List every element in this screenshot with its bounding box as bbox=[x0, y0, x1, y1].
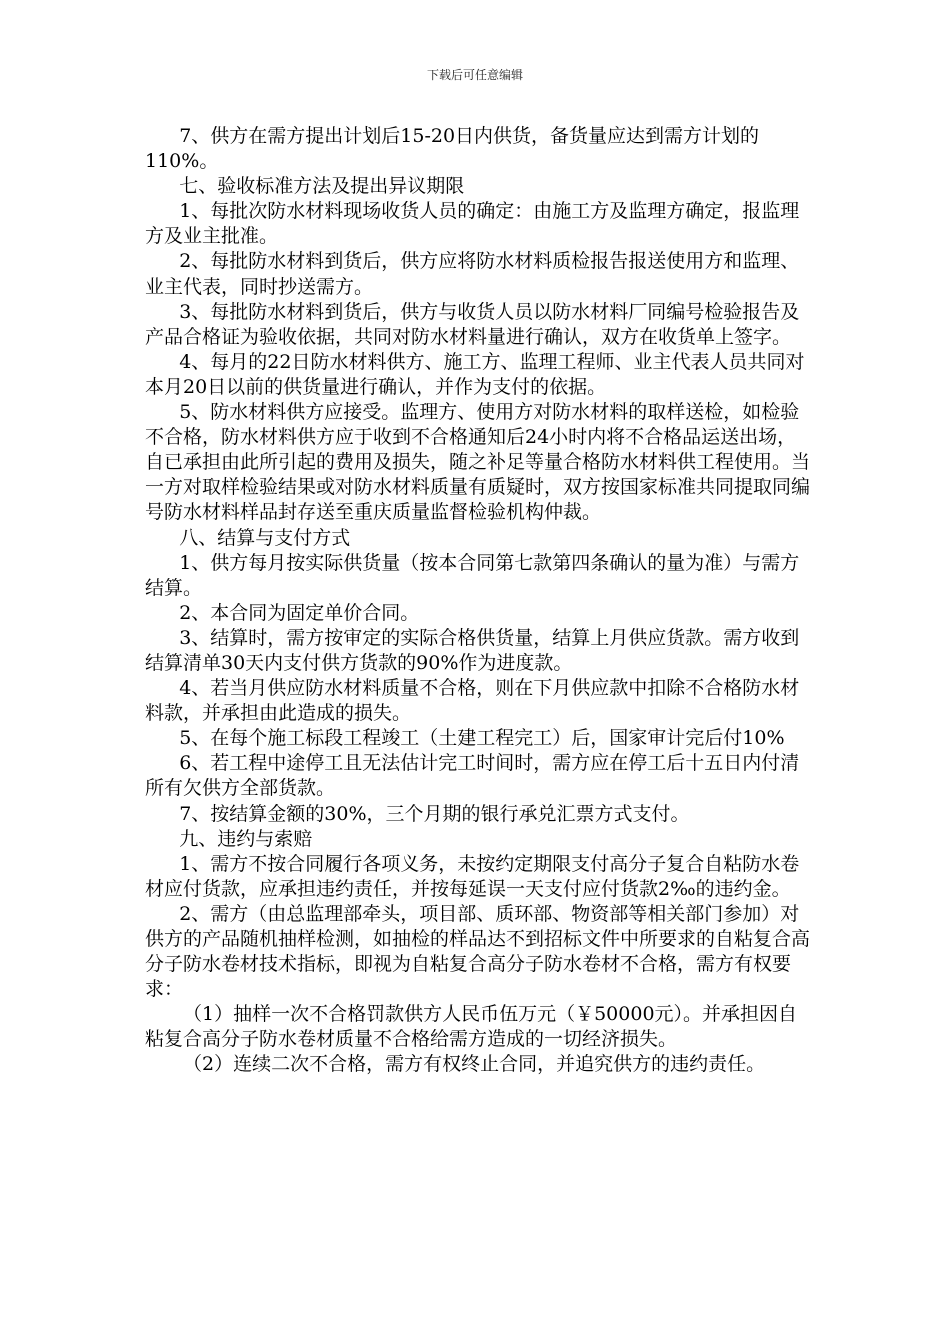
document-body bbox=[145, 124, 815, 1078]
paragraph-acceptance-3: 3、每批防水材料到货后，供方与收货人员以防水材料厂同编号检验报告及产品合格证为验收依据，共同对防水材料量进行确认，双方在收货单上签字。 bbox=[145, 300, 800, 348]
paragraph-settlement-2: 2、本合同为固定单价合同。 bbox=[179, 601, 420, 624]
paragraph-breach-2-item-2: （2）连续二次不合格，需方有权终止合同，并追究供方的违约责任。 bbox=[183, 1053, 766, 1076]
paragraph-breach-2: 2、需方（由总监理部牵头，项目部、质环部、物资部等相关部门参加）对供方的产品随机抽样检测，如抽检的样品达不到招标文件中所要求的自粘复合高分子防水卷材技术指标，即视为自粘复合高分子防水卷材不合格，需方有权要求： bbox=[145, 902, 811, 1001]
paragraph-breach-2-item-1: （1）抽样一次不合格罚款供方人民币伍万元（￥50000元）。并承担因自粘复合高分子防水卷材质量不合格给需方造成的一切经济损失。 bbox=[145, 1003, 798, 1051]
paragraph-settlement-1: 1、供方每月按实际供货量（按本合同第七款第四条确认的量为准）与需方结算。 bbox=[145, 551, 800, 599]
paragraph-clause-7-delivery: 7、供方在需方提出计划后15-20日内供货，备货量应达到需方计划的110%。 bbox=[145, 125, 760, 173]
page-header: 下载后可任意编辑 bbox=[426, 68, 523, 82]
section-heading-settlement: 八、结算与支付方式 bbox=[179, 526, 351, 549]
paragraph-settlement-6: 6、若工程中途停工且无法估计完工时间时，需方应在停工后十五日内付清所有欠供方全部货款。 bbox=[145, 752, 800, 800]
paragraph-settlement-7: 7、按结算金额的30%，三个月期的银行承兑汇票方式支付。 bbox=[179, 802, 690, 825]
paragraph-breach-1: 1、需方不按合同履行各项义务，未按约定期限支付高分子复合自粘防水卷材应付货款，应承担违约责任，并按每延误一天支付应付货款2‰的违约金。 bbox=[145, 852, 800, 900]
paragraph-acceptance-5: 5、防水材料供方应接受。监理方、使用方对防水材料的取样送检，如检验不合格，防水材料供方应于收到不合格通知后24小时内将不合格品运送出场，自已承担由此所引起的费用及损失，随之补足等量合格防水材料供工程使用。当一方对取样检验结果或对防水材料质量有质疑时，双方按国家标准共同提取同编号防水材料样品封存送至重庆质量监督检验机构仲裁。 bbox=[145, 401, 811, 524]
paragraph-settlement-4: 4、若当月供应防水材料质量不合格，则在下月供应款中扣除不合格防水材料款，并承担由此造成的损失。 bbox=[145, 677, 800, 725]
paragraph-settlement-3: 3、结算时，需方按审定的实际合格供货量，结算上月供应货款。需方收到结算清单30天内支付供方货款的90%作为进度款。 bbox=[145, 626, 800, 674]
paragraph-acceptance-2: 2、每批防水材料到货后，供方应将防水材料质检报告报送使用方和监理、业主代表，同时抄送需方。 bbox=[145, 250, 800, 298]
paragraph-acceptance-1: 1、每批次防水材料现场收货人员的确定：由施工方及监理方确定，报监理方及业主批准。 bbox=[145, 200, 800, 248]
paragraph-settlement-5: 5、在每个施工标段工程竣工（土建工程完工）后，国家审计完后付10% bbox=[179, 727, 785, 750]
section-heading-acceptance: 七、验收标准方法及提出异议期限 bbox=[179, 175, 465, 198]
paragraph-acceptance-4: 4、每月的22日防水材料供方、施工方、监理工程师、业主代表人员共同对本月20日以前的供货量进行确认，并作为支付的依据。 bbox=[145, 350, 805, 398]
section-heading-breach: 九、违约与索赔 bbox=[179, 827, 313, 850]
